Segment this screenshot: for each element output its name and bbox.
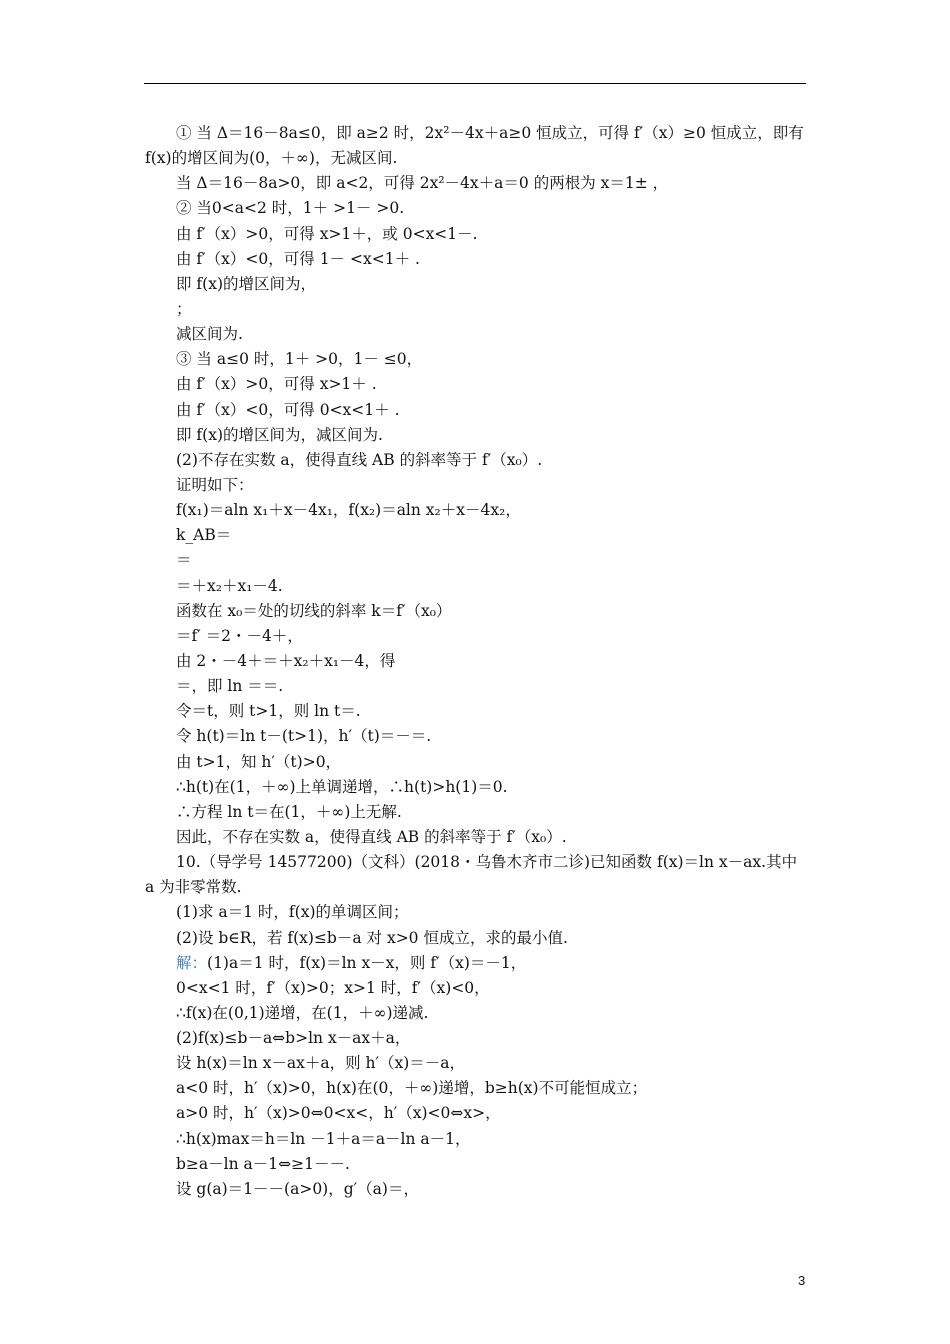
- text-line: [145, 1127, 807, 1152]
- text-line: [145, 171, 807, 196]
- line-text: a<0 时，h′（x)>0，h(x)在(0，＋∞)递增，b≥h(x)不可能恒成立；: [176, 1079, 648, 1098]
- text-line: [145, 800, 807, 825]
- text-line: [145, 372, 807, 397]
- text-line: [145, 121, 807, 146]
- line-text: 令＝t，则 t>1，则 ln t＝.: [176, 702, 361, 721]
- line-text: 设 h(x)＝ln x－ax＋a，则 h′（x)＝－a，: [176, 1054, 466, 1073]
- text-line: [145, 574, 807, 599]
- text-line: [145, 976, 807, 1001]
- text-line: [145, 875, 807, 900]
- line-text: 当 Δ＝16－8a>0，即 a<2，可得 2x²－4x＋a＝0 的两根为 x＝1± ，: [176, 174, 669, 193]
- line-text: ＝，即 ln ＝＝.: [176, 677, 284, 696]
- text-line: [145, 775, 807, 800]
- text-line: [145, 674, 807, 699]
- text-line: [145, 1152, 807, 1177]
- line-text: ∴方程 ln t＝在(1，＋∞)上无解.: [176, 802, 402, 821]
- line-text: f(x)的增区间为(0，＋∞)，无减区间.: [145, 149, 398, 168]
- text-line: [145, 398, 807, 423]
- text-line: [145, 272, 807, 297]
- line-text: ∴h(t)在(1，＋∞)上单调递增，∴h(t)>h(1)＝0.: [176, 777, 508, 796]
- text-line: [145, 448, 807, 473]
- text-line: [145, 196, 807, 221]
- line-text: 即 f(x)的增区间为，: [176, 274, 317, 293]
- text-line: [145, 498, 807, 523]
- line-text: 函数在 x₀＝处的切线的斜率 k＝f′（x₀）: [176, 601, 452, 620]
- line-text: f(x₁)＝aln x₁＋x－4x₁，f(x₂)＝aln x₂＋x－4x₂，: [176, 501, 521, 520]
- line-text: 证明如下：: [176, 475, 254, 494]
- line-text: ∴f(x)在(0,1)递增，在(1，＋∞)递减.: [176, 1003, 429, 1022]
- line-text: (2)设 b∈R，若 f(x)≤b－a 对 x>0 恒成立，求的最小值.: [176, 928, 568, 947]
- line-text: ＝＋x₂＋x₁－4.: [176, 576, 283, 595]
- page-number: 3: [798, 1273, 806, 1288]
- text-line: [145, 850, 807, 875]
- line-text: ＝: [176, 551, 192, 570]
- text-line: [145, 548, 807, 573]
- line-text: a 为非零常数.: [145, 878, 242, 897]
- text-line: [145, 523, 807, 548]
- text-line: [145, 599, 807, 624]
- text-line: [145, 1076, 807, 1101]
- solution-label: 解：: [176, 953, 208, 972]
- line-text: (1)求 a＝1 时，f(x)的单调区间；: [176, 903, 409, 922]
- text-line: [145, 649, 807, 674]
- text-line: [145, 423, 807, 448]
- document-body: [145, 121, 807, 1202]
- line-text: ＝f′ ＝2・－4＋，: [176, 626, 303, 645]
- line-text: 因此，不存在实数 a，使得直线 AB 的斜率等于 f′（x₀）.: [176, 827, 567, 846]
- line-text: (2)f(x)≤b－a⇔b>ln x－ax＋a，: [176, 1029, 411, 1048]
- text-line: [145, 347, 807, 372]
- line-text: 由 f′（x）<0，可得 1－ <x<1＋ .: [176, 249, 420, 268]
- line-text: 由 f′（x）<0，可得 0<x<1＋ .: [176, 400, 400, 419]
- line-text: 由 f′（x）>0，可得 x>1＋ .: [176, 375, 377, 394]
- header-rule: [144, 83, 806, 84]
- line-text: ① 当 Δ＝16－8a≤0，即 a≥2 时，2x²－4x＋a≥0 恒成立，可得 f′（x）≥0 恒成立，即有: [176, 124, 804, 142]
- text-line: [145, 1051, 807, 1076]
- text-line: [145, 146, 807, 171]
- line-text: ③ 当 a≤0 时，1＋ >0，1－ ≤0，: [176, 350, 423, 369]
- line-text: ；: [176, 299, 192, 318]
- text-line: [145, 297, 807, 322]
- text-line: [145, 900, 807, 925]
- line-text: ∴h(x)max＝h＝ln －1＋a＝a－ln a－1，: [176, 1129, 471, 1148]
- text-line: [145, 322, 807, 347]
- line-text: 由 2・－4＋＝＋x₂＋x₁－4，得: [176, 651, 396, 670]
- line-text: 10.（导学号 14577200)（文科）(2018・乌鲁木齐市二诊)已知函数 f(x)＝ln x－ax.其中: [176, 853, 798, 872]
- line-text: (2)不存在实数 a，使得直线 AB 的斜率等于 f′（x₀）.: [176, 450, 543, 469]
- text-line: [145, 1026, 807, 1051]
- line-text: 即 f(x)的增区间为，减区间为.: [176, 425, 383, 444]
- text-line: [145, 1001, 807, 1026]
- line-text: 减区间为.: [176, 325, 243, 344]
- line-text: 令 h(t)＝ln t－(t>1)，h′（t)＝－＝.: [176, 727, 432, 746]
- text-line: [145, 699, 807, 724]
- text-line: [145, 825, 807, 850]
- line-text: (1)a＝1 时，f(x)＝ln x－x，则 f′（x)＝－1，: [207, 953, 527, 972]
- line-text: k_AB＝: [176, 526, 232, 545]
- text-line: [145, 724, 807, 749]
- text-line: [145, 926, 807, 951]
- line-text: 0<x<1 时，f′（x)>0；x>1 时，f′（x)<0，: [176, 978, 490, 997]
- text-line: [145, 1101, 807, 1126]
- line-text: 设 g(a)＝1－－(a>0)，g′（a)＝，: [176, 1179, 419, 1198]
- text-line: [145, 222, 807, 247]
- text-line: [145, 473, 807, 498]
- text-line: [145, 624, 807, 649]
- line-text: 由 f′（x）>0，可得 x>1＋，或 0<x<1－.: [176, 224, 478, 243]
- line-text: 由 t>1，知 h′（t)>0，: [176, 752, 342, 771]
- line-text: a>0 时，h′（x)>0⇔0<x<，h′（x)<0⇔x>，: [176, 1104, 501, 1123]
- text-line: [145, 750, 807, 775]
- text-line: [145, 247, 807, 272]
- line-text: b≥a－ln a－1⇔≥1－－.: [176, 1154, 350, 1173]
- line-text: ② 当0<a<2 时，1＋ >1－ >0.: [176, 199, 405, 218]
- text-line: [145, 1177, 807, 1202]
- text-line: [145, 951, 807, 976]
